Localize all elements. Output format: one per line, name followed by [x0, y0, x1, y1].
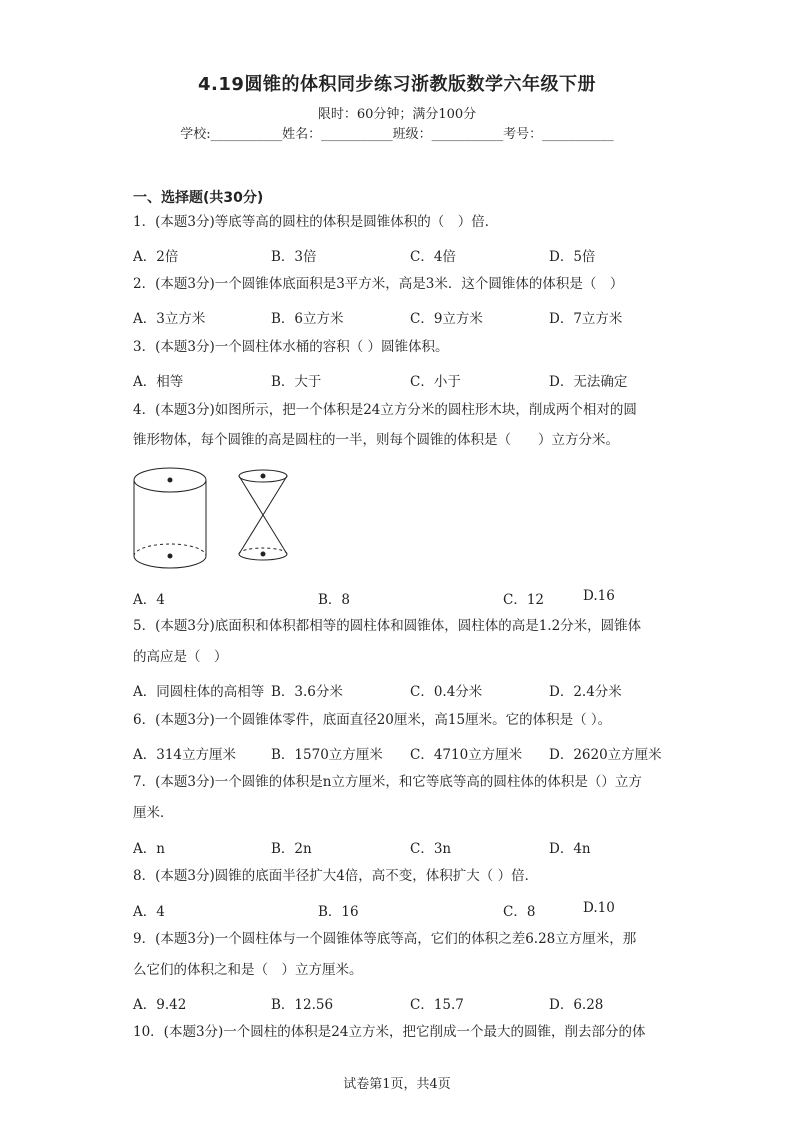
option-b[interactable]: B．16	[318, 904, 359, 920]
question-1-options	[133, 245, 673, 265]
option-b[interactable]: B．3倍	[271, 249, 317, 265]
option-d[interactable]: D．6.28	[549, 997, 604, 1013]
cylinder-cone-figure	[128, 460, 298, 570]
option-c[interactable]: C．0.4分米	[410, 684, 483, 700]
question-9-line-1: 9．(本题3分)一个圆柱体与一个圆锥体等底等高，它们的体积之差6.28立方厘米，那	[133, 931, 637, 947]
option-c[interactable]: C．3n	[410, 841, 452, 857]
option-c[interactable]: C．8	[503, 904, 536, 920]
question-4-line-2: 锥形物体，每个圆锥的高是圆柱的一半，则每个圆锥的体积是（ ）立方分米。	[133, 432, 619, 448]
option-d[interactable]: D．2620立方厘米	[549, 747, 662, 763]
question-5-options	[133, 680, 673, 700]
option-b[interactable]: B．大于	[271, 374, 322, 390]
question-7-options	[133, 837, 673, 857]
question-2-options	[133, 307, 673, 327]
option-d[interactable]: D．2.4分米	[549, 684, 622, 700]
double-cone-shape	[239, 470, 287, 560]
question-9-options	[133, 993, 673, 1013]
question-7-line-2: 厘米．	[133, 805, 174, 821]
question-1: 1．(本题3分)等底等高的圆柱的体积是圆锥体积的（ ）倍．	[133, 214, 499, 230]
option-c[interactable]: C．9立方米	[410, 311, 483, 327]
time-limit: 限时：60分钟；满分100分	[317, 107, 477, 122]
page-footer: 试卷第1页，共4页	[343, 1077, 451, 1092]
question-8: 8．(本题3分)圆锥的底面半径扩大4倍，高不变，体积扩大（ ）倍．	[133, 868, 539, 884]
option-b[interactable]: B．12.56	[271, 997, 334, 1013]
question-7-line-1: 7．(本题3分)一个圆锥的体积是n立方厘米，和它等底等高的圆柱体的体积是（）立方	[133, 774, 642, 790]
question-8-options	[133, 900, 673, 920]
option-b[interactable]: B．8	[318, 592, 351, 608]
question-2: 2．(本题3分)一个圆锥体底面积是3平方米，高是3米．这个圆锥体的体积是（ ）	[133, 276, 624, 292]
question-6-options	[133, 743, 673, 763]
option-c[interactable]: C．4倍	[410, 249, 456, 265]
question-4-line-1: 4．(本题3分)如图所示，把一个体积是24立方分米的圆柱形木块，削成两个相对的圆	[133, 402, 637, 418]
option-b[interactable]: B．3.6分米	[271, 684, 343, 700]
option-d[interactable]: D.16	[583, 588, 615, 604]
question-4-options	[133, 588, 673, 608]
cylinder-shape	[134, 468, 206, 568]
question-3: 3．(本题3分)一个圆柱体水桶的容积（ ）圆锥体积。	[133, 339, 449, 355]
option-a[interactable]: A．3立方米	[133, 311, 206, 327]
section-heading: 一、选择题(共30分)	[133, 190, 264, 206]
question-9-line-2: 么它们的体积之和是（ ）立方厘米。	[133, 962, 363, 978]
option-d[interactable]: D.10	[583, 900, 615, 916]
option-d[interactable]: D．7立方米	[549, 311, 623, 327]
option-b[interactable]: B．2n	[271, 841, 312, 857]
question-6: 6．(本题3分)一个圆锥体零件，底面直径20厘米，高15厘米。它的体积是（ ）。	[133, 712, 612, 728]
question-3-options	[133, 370, 673, 390]
option-c[interactable]: C．15.7	[410, 997, 464, 1013]
question-5-line-2: 的高应是（ ）	[133, 649, 228, 665]
option-a[interactable]: A．9.42	[133, 997, 187, 1013]
student-info-line: 学校:___________姓名：___________班级：___________考号：___________	[180, 127, 614, 142]
page-title: 4.19圆锥的体积同步练习浙教版数学六年级下册	[198, 74, 596, 95]
option-d[interactable]: D．无法确定	[549, 374, 628, 390]
option-b[interactable]: B．6立方米	[271, 311, 344, 327]
option-c[interactable]: C．12	[503, 592, 545, 608]
option-a[interactable]: A．4	[133, 904, 165, 920]
option-b[interactable]: B．1570立方厘米	[271, 747, 383, 763]
option-a[interactable]: A．同圆柱体的高相等	[133, 684, 265, 700]
option-c[interactable]: C．4710立方厘米	[410, 747, 523, 763]
option-a[interactable]: A．相等	[133, 374, 184, 390]
question-10: 10．(本题3分)一个圆柱的体积是24立方米，把它削成一个最大的圆锥，削去部分的体	[133, 1024, 646, 1040]
option-d[interactable]: D．5倍	[549, 249, 596, 265]
option-c[interactable]: C．小于	[410, 374, 461, 390]
option-a[interactable]: A．2倍	[133, 249, 179, 265]
option-d[interactable]: D．4n	[549, 841, 591, 857]
option-a[interactable]: A．4	[133, 592, 165, 608]
question-5-line-1: 5．(本题3分)底面积和体积都相等的圆柱体和圆锥体，圆柱体的高是1.2分米，圆锥体	[133, 618, 642, 634]
option-a[interactable]: A．n	[133, 841, 165, 857]
option-a[interactable]: A．314立方厘米	[133, 747, 237, 763]
